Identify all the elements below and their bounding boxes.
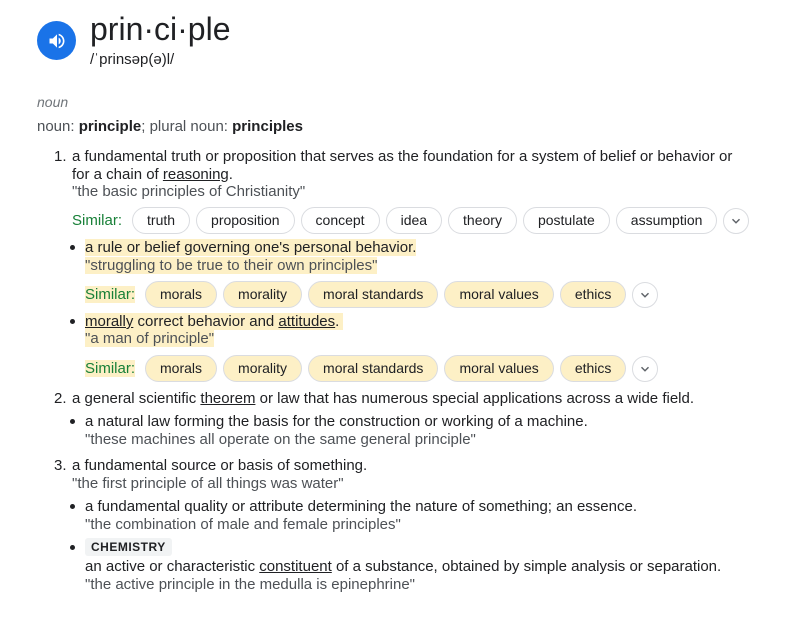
chevron-down-icon (729, 214, 743, 228)
similar-chip[interactable]: idea (386, 207, 442, 234)
pronounce-button[interactable] (37, 21, 76, 60)
sense-1-definition-line2 (72, 166, 233, 184)
headword: prin·ci·ple (90, 11, 231, 47)
similar-chip[interactable]: morals (145, 281, 217, 308)
def-text: . (335, 313, 340, 330)
similar-label: Similar: (85, 286, 136, 303)
similar-chip[interactable]: moral values (444, 281, 553, 308)
similar-chip[interactable]: moral standards (308, 281, 438, 308)
sense-2a-example: "these machines all operate on the same general principle" (85, 431, 476, 448)
chemistry-tag: CHEMISTRY (85, 538, 172, 556)
similar-chip[interactable]: moral values (444, 355, 553, 382)
chevron-down-icon (638, 362, 652, 376)
similar-chip[interactable]: moral standards (308, 355, 438, 382)
expand-similar-button[interactable] (723, 208, 749, 234)
def-text: . (228, 166, 233, 183)
sense-1-number: 1. (54, 148, 67, 165)
sense-2-definition (72, 390, 694, 408)
forms-noun: principle (78, 118, 142, 135)
sense-3b-example: "the active principle in the medulla is epinephrine" (85, 576, 416, 593)
sense-1-similar-row (72, 207, 749, 234)
sense-2a-definition: a natural law forming the basis for the construction or working of a machine. (85, 413, 588, 430)
sense-3a-example: "the combination of male and female principles" (85, 516, 401, 533)
sense-3a-definition: a fundamental quality or attribute determining the nature of something; an essence. (85, 498, 638, 515)
sense-3-number: 3. (54, 457, 67, 474)
sense-3b-definition (85, 558, 721, 576)
similar-chip[interactable]: proposition (196, 207, 295, 234)
subject-label (85, 538, 172, 556)
word-forms (37, 118, 303, 135)
def-text: of a substance, obtained by simple analysis or separation. (331, 558, 722, 575)
sense-3-example: "the first principle of all things was water" (72, 475, 344, 492)
similar-chip[interactable]: morality (223, 281, 302, 308)
morally-link[interactable]: morally (85, 313, 134, 330)
sense-3-definition: a fundamental source or basis of something. (72, 457, 368, 474)
phonetic: /ˈprinsəp(ə)l/ (90, 51, 175, 68)
reasoning-link[interactable]: reasoning (162, 166, 229, 183)
sense-1-definition-line1: a fundamental truth or proposition that serves as the foundation for a system of belief or behavior or (72, 148, 733, 165)
similar-chip[interactable]: truth (132, 207, 190, 234)
expand-similar-button[interactable] (632, 356, 658, 382)
bullet (70, 545, 75, 550)
bullet (70, 319, 75, 324)
bullet (70, 419, 75, 424)
similar-label: Similar: (85, 360, 136, 377)
constituent-link[interactable]: constituent (259, 558, 332, 575)
example-text: "struggling to be true to their own principles" (85, 257, 378, 274)
forms-label: noun: (37, 118, 79, 135)
sense-1-example: "the basic principles of Christianity" (72, 183, 306, 200)
bullet (70, 245, 75, 250)
def-text: correct behavior and (133, 313, 279, 330)
sense-1a-similar-row (85, 281, 658, 308)
sense-1a-definition (85, 239, 416, 257)
sense-1b-similar-row (85, 355, 658, 382)
def-text: for a chain of (72, 166, 163, 183)
forms-sep: ; plural noun: (141, 118, 233, 135)
similar-chip[interactable]: concept (301, 207, 380, 234)
similar-chip[interactable]: assumption (616, 207, 718, 234)
sense-1b-definition (85, 313, 343, 331)
similar-chip[interactable]: ethics (560, 355, 627, 382)
bullet (70, 504, 75, 509)
attitudes-link[interactable]: attitudes (278, 313, 336, 330)
example-text: "a man of principle" (85, 330, 215, 347)
sense-2-number: 2. (54, 390, 67, 407)
speaker-icon (47, 31, 67, 51)
def-text: a general scientific (72, 390, 201, 407)
expand-similar-button[interactable] (632, 282, 658, 308)
similar-chip[interactable]: morals (145, 355, 217, 382)
forms-plural: principles (232, 118, 303, 135)
def-text: an active or characteristic (85, 558, 260, 575)
similar-chip[interactable]: postulate (523, 207, 610, 234)
chevron-down-icon (638, 288, 652, 302)
similar-chip[interactable]: theory (448, 207, 517, 234)
def-text: a rule or belief governing one's personal behavior. (85, 239, 417, 256)
part-of-speech: noun (37, 94, 69, 110)
sense-1a-example (85, 257, 377, 275)
similar-chip[interactable]: morality (223, 355, 302, 382)
sense-1b-example (85, 330, 214, 348)
similar-label: Similar: (72, 212, 123, 229)
theorem-link[interactable]: theorem (200, 390, 256, 407)
similar-chip[interactable]: ethics (560, 281, 627, 308)
def-text: or law that has numerous special applications across a wide field. (255, 390, 694, 407)
